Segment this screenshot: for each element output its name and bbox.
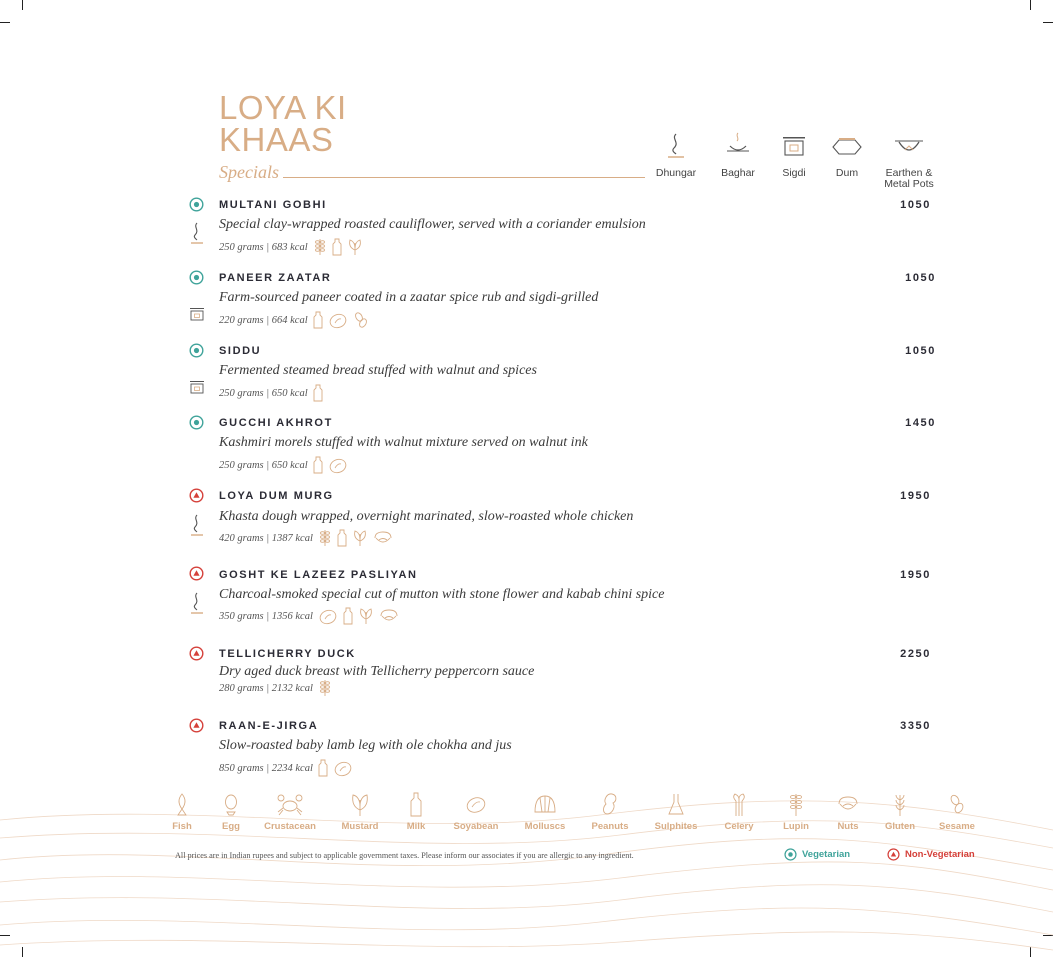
vegetarian-icon bbox=[189, 343, 204, 358]
item-meta bbox=[219, 456, 348, 474]
allergen-soyabean: Soyabean bbox=[446, 792, 506, 832]
item-portion: 250 grams | 683 kcal bbox=[219, 241, 308, 253]
legend-non-vegetarian: Non-Vegetarian bbox=[887, 848, 975, 861]
item-description: Kashmiri morels stuffed with walnut mixture served on walnut ink bbox=[219, 435, 588, 450]
item-portion: 220 grams | 664 kcal bbox=[219, 314, 308, 326]
item-price: 2250 bbox=[900, 648, 931, 660]
allergen-lupin: Lupin bbox=[766, 792, 826, 832]
method-baghar: Baghar bbox=[703, 132, 773, 179]
allergen-molluscs: Molluscs bbox=[515, 792, 575, 832]
soyabean-icon bbox=[328, 456, 348, 474]
allergen-sulphites: Sulphites bbox=[646, 792, 706, 832]
allergen-sesame: Sesame bbox=[927, 792, 987, 832]
item-portion: 350 grams | 1356 kcal bbox=[219, 610, 313, 622]
sigdi-stove-icon bbox=[781, 132, 807, 160]
item-name: SIDDU bbox=[219, 345, 262, 357]
item-meta bbox=[219, 529, 393, 547]
milk-icon bbox=[318, 759, 328, 777]
nuts-icon bbox=[379, 607, 399, 625]
item-price: 1450 bbox=[905, 417, 936, 429]
lupin-icon bbox=[318, 679, 332, 697]
nuts-icon bbox=[373, 529, 393, 547]
vegetarian-icon bbox=[189, 270, 204, 285]
item-portion: 250 grams | 650 kcal bbox=[219, 387, 308, 399]
mustard-icon bbox=[350, 792, 370, 818]
crop-mark bbox=[1043, 22, 1053, 23]
milk-icon bbox=[313, 456, 323, 474]
allergen-mustard: Mustard bbox=[330, 792, 390, 832]
allergen-crustacean: Crustacean bbox=[260, 792, 320, 832]
item-meta bbox=[219, 679, 332, 697]
item-description: Farm-sourced paneer coated in a zaatar spice rub and sigdi-grilled bbox=[219, 290, 599, 305]
non-vegetarian-icon bbox=[189, 488, 204, 503]
milk-icon bbox=[410, 792, 422, 818]
sigdi-stove-icon bbox=[189, 306, 205, 322]
peanut-icon bbox=[600, 792, 620, 818]
lupin-icon bbox=[318, 529, 332, 547]
milk-icon bbox=[313, 311, 323, 329]
soyabean-icon bbox=[328, 311, 348, 329]
mustard-icon bbox=[352, 529, 368, 547]
item-name: GUCCHI AKHROT bbox=[219, 417, 333, 429]
item-meta bbox=[219, 384, 323, 402]
allergen-milk: Milk bbox=[386, 792, 446, 832]
item-name: MULTANI GOBHI bbox=[219, 199, 327, 211]
allergen-fish: Fish bbox=[152, 792, 212, 832]
nuts-icon bbox=[837, 792, 859, 818]
item-portion: 850 grams | 2234 kcal bbox=[219, 762, 313, 774]
non-vegetarian-icon bbox=[189, 646, 204, 661]
crab-icon bbox=[276, 792, 304, 818]
lupin-icon bbox=[788, 792, 804, 818]
item-meta bbox=[219, 759, 353, 777]
crop-mark bbox=[1030, 0, 1031, 10]
vegetarian-icon bbox=[784, 848, 797, 861]
item-meta bbox=[219, 607, 399, 625]
item-description: Charcoal-smoked special cut of mutton with stone flower and kabab chini spice bbox=[219, 587, 665, 602]
non-vegetarian-icon bbox=[189, 566, 204, 581]
smoke-icon bbox=[189, 592, 205, 616]
non-vegetarian-icon bbox=[887, 848, 900, 861]
milk-icon bbox=[332, 238, 342, 256]
fish-icon bbox=[175, 792, 189, 818]
section-title: LOYA KI KHAAS bbox=[219, 89, 347, 158]
method-sigdi: Sigdi bbox=[759, 132, 829, 179]
item-price: 3350 bbox=[900, 720, 931, 732]
lupin-icon bbox=[313, 238, 327, 256]
milk-icon bbox=[337, 529, 347, 547]
item-portion: 280 grams | 2132 kcal bbox=[219, 682, 313, 694]
dum-pot-icon bbox=[830, 132, 864, 160]
item-price: 1050 bbox=[905, 272, 936, 284]
non-vegetarian-icon bbox=[189, 718, 204, 733]
item-name: RAAN-E-JIRGA bbox=[219, 720, 319, 732]
smoke-icon bbox=[665, 132, 687, 160]
item-meta bbox=[219, 311, 369, 329]
vegetarian-icon bbox=[189, 197, 204, 212]
item-description: Khasta dough wrapped, overnight marinated, slow-roasted whole chicken bbox=[219, 509, 634, 524]
smoke-icon bbox=[189, 514, 205, 538]
item-name: GOSHT KE LAZEEZ PASLIYAN bbox=[219, 569, 418, 581]
method-dum: Dum bbox=[812, 132, 882, 179]
soyabean-icon bbox=[465, 792, 487, 818]
sesame-icon bbox=[948, 792, 966, 818]
mustard-icon bbox=[358, 607, 374, 625]
egg-icon bbox=[223, 792, 239, 818]
kadai-icon bbox=[891, 132, 927, 160]
footnote: All prices are in Indian rupees and subject to applicable government taxes. Please inform our associates if you are allergic to any ingredient. bbox=[175, 851, 634, 860]
wheat-icon bbox=[892, 792, 908, 818]
sigdi-stove-icon bbox=[189, 379, 205, 395]
item-description: Slow-roasted baby lamb leg with ole chokha and jus bbox=[219, 738, 512, 753]
item-description: Special clay-wrapped roasted cauliflower, served with a coriander emulsion bbox=[219, 217, 646, 232]
item-price: 1050 bbox=[900, 199, 931, 211]
item-name: PANEER ZAATAR bbox=[219, 272, 332, 284]
item-name: TELLICHERRY DUCK bbox=[219, 648, 356, 660]
soyabean-icon bbox=[333, 759, 353, 777]
item-price: 1050 bbox=[905, 345, 936, 357]
item-description: Fermented steamed bread stuffed with walnut and spices bbox=[219, 363, 537, 378]
mustard-icon bbox=[347, 238, 363, 256]
item-portion: 250 grams | 650 kcal bbox=[219, 459, 308, 471]
flask-icon bbox=[667, 792, 685, 818]
crop-mark bbox=[22, 0, 23, 10]
allergen-nuts: Nuts bbox=[818, 792, 878, 832]
allergen-gluten: Gluten bbox=[870, 792, 930, 832]
legend-vegetarian: Vegetarian bbox=[784, 848, 850, 861]
celery-icon bbox=[730, 792, 748, 818]
shell-icon bbox=[532, 792, 558, 818]
method-dhungar: Dhungar bbox=[641, 132, 711, 179]
item-price: 1950 bbox=[900, 490, 931, 502]
vegetarian-icon bbox=[189, 415, 204, 430]
smoke-icon bbox=[189, 222, 205, 246]
crop-mark bbox=[0, 22, 10, 23]
allergen-peanuts: Peanuts bbox=[580, 792, 640, 832]
section-subtitle: Specials bbox=[219, 162, 279, 182]
milk-icon bbox=[343, 607, 353, 625]
sesame-icon bbox=[353, 311, 369, 329]
divider bbox=[283, 177, 645, 178]
soyabean-icon bbox=[318, 607, 338, 625]
method-earthen-metal-pots: Earthen & Metal Pots bbox=[874, 132, 944, 190]
allergen-egg: Egg bbox=[201, 792, 261, 832]
item-portion: 420 grams | 1387 kcal bbox=[219, 532, 313, 544]
milk-icon bbox=[313, 384, 323, 402]
item-name: LOYA DUM MURG bbox=[219, 490, 334, 502]
item-meta bbox=[219, 238, 363, 256]
item-description: Dry aged duck breast with Tellicherry peppercorn sauce bbox=[219, 664, 535, 679]
allergen-celery: Celery bbox=[709, 792, 769, 832]
tempering-pot-icon bbox=[725, 132, 751, 160]
item-price: 1950 bbox=[900, 569, 931, 581]
